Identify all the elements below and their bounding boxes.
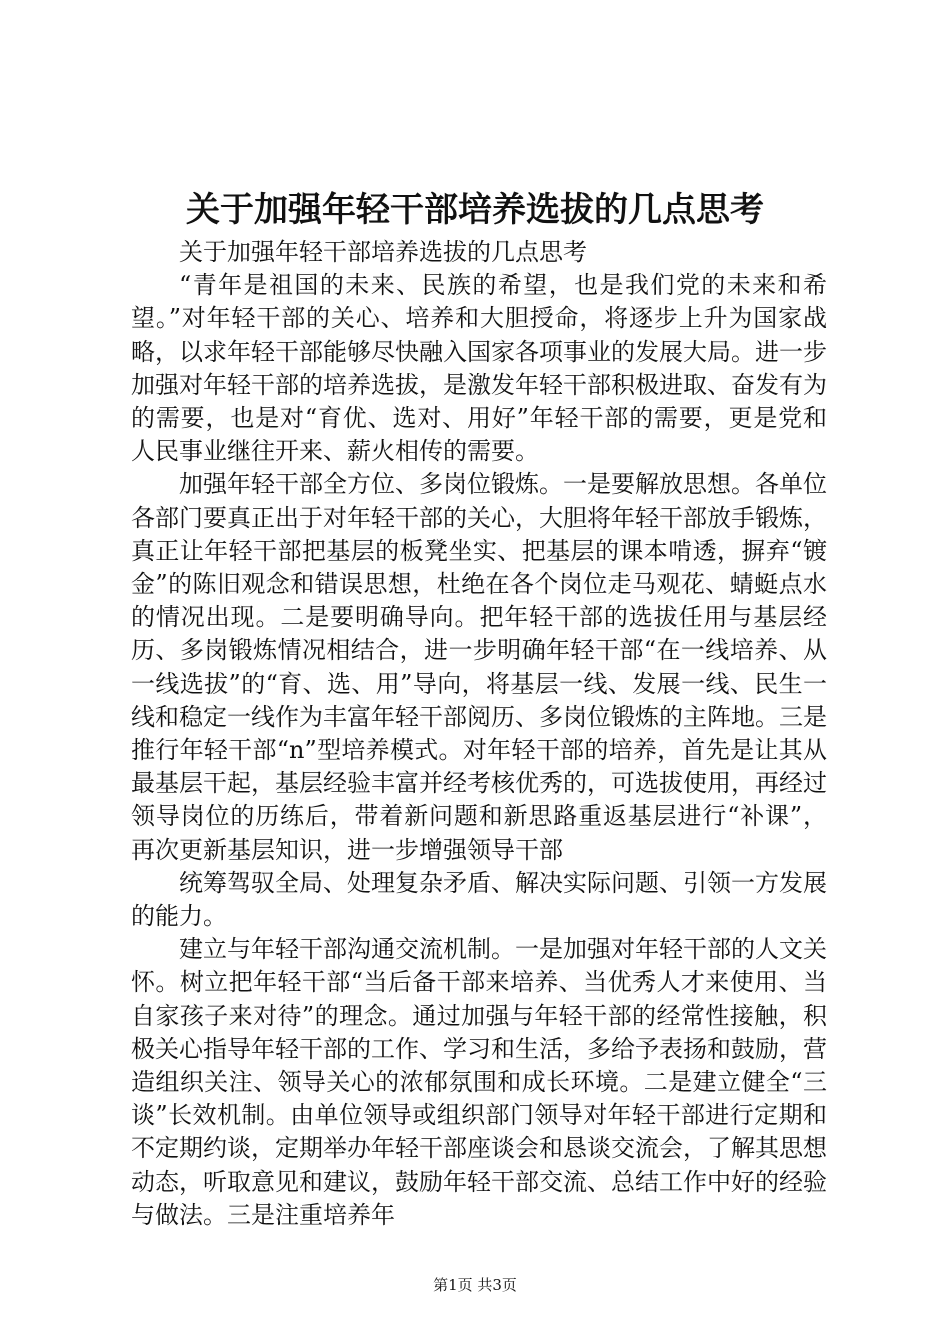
paragraph-subtitle: 关于加强年轻干部培养选拔的几点思考 (179, 238, 587, 266)
paragraph-ability: 统筹驾驭全局、处理复杂矛盾、解决实际问题、引领一方发展的能力。 (131, 868, 827, 931)
document-body (131, 236, 827, 1232)
paragraph-training: 加强年轻干部全方位、多岗位锻炼。一是要解放思想。各单位各部门要真正出于对年轻干部的关心，大胆将年轻干部放手锻炼，真正让年轻干部把基层的板凳坐实、把基层的课本啃透，摒弃“镀金”的陈旧观念和错误思想，杜绝在各个岗位走马观花、蜻蜓点水的情况出现。二是要明确导向。把年轻干部的选拔任用与基层经历、多岗锻炼情况相结合，进一步明确年轻干部“在一线培养、从一线选拔”的“育、选、用”导向，将基层一线、发展一线、民生一线和稳定一线作为丰富年轻干部阅历、多岗位锻炼的主阵地。三是推行年轻干部“n”型培养模式。对年轻干部的培养，首先是让其从最基层干起，基层经验丰富并经考核优秀的，可选拔使用，再经过领导岗位的历练后，带着新问题和新思路重返基层进行“补课”，再次更新基层知识，进一步增强领导干部 (131, 470, 827, 864)
paragraph-communication: 建立与年轻干部沟通交流机制。一是加强对年轻干部的人文关怀。树立把年轻干部“当后备干部来培养、当优秀人才来使用、当自家孩子来对待”的理念。通过加强与年轻干部的经常性接触，积极关心指导年轻干部的工作、学习和生活，多给予表扬和鼓励，营造组织关注、领导关心的浓郁氛围和成长环境。二是建立健全“三谈”长效机制。由单位领导或组织部门领导对年轻干部进行定期和不定期约谈，定期举办年轻干部座谈会和恳谈交流会，了解其思想动态，听取意见和建议，鼓励年轻干部交流、总结工作中好的经验与做法。三是注重培养年 (131, 935, 827, 1229)
page-number: 第1页 共3页 (433, 1276, 517, 1294)
document-title: 关于加强年轻干部培养选拔的几点思考 (186, 190, 764, 230)
paragraph-intro: “青年是祖国的未来、民族的希望，也是我们党的未来和希望。”对年轻干部的关心、培养和大胆授命，将逐步上升为国家战略，以求年轻干部能够尽快融入国家各项事业的发展大局。进一步加强对年轻干部的培养选拔，是激发年轻干部积极进取、奋发有为的需要，也是对“育优、选对、用好”年轻干部的需要，更是党和人民事业继往开来、薪火相传的需要。 (131, 271, 827, 466)
